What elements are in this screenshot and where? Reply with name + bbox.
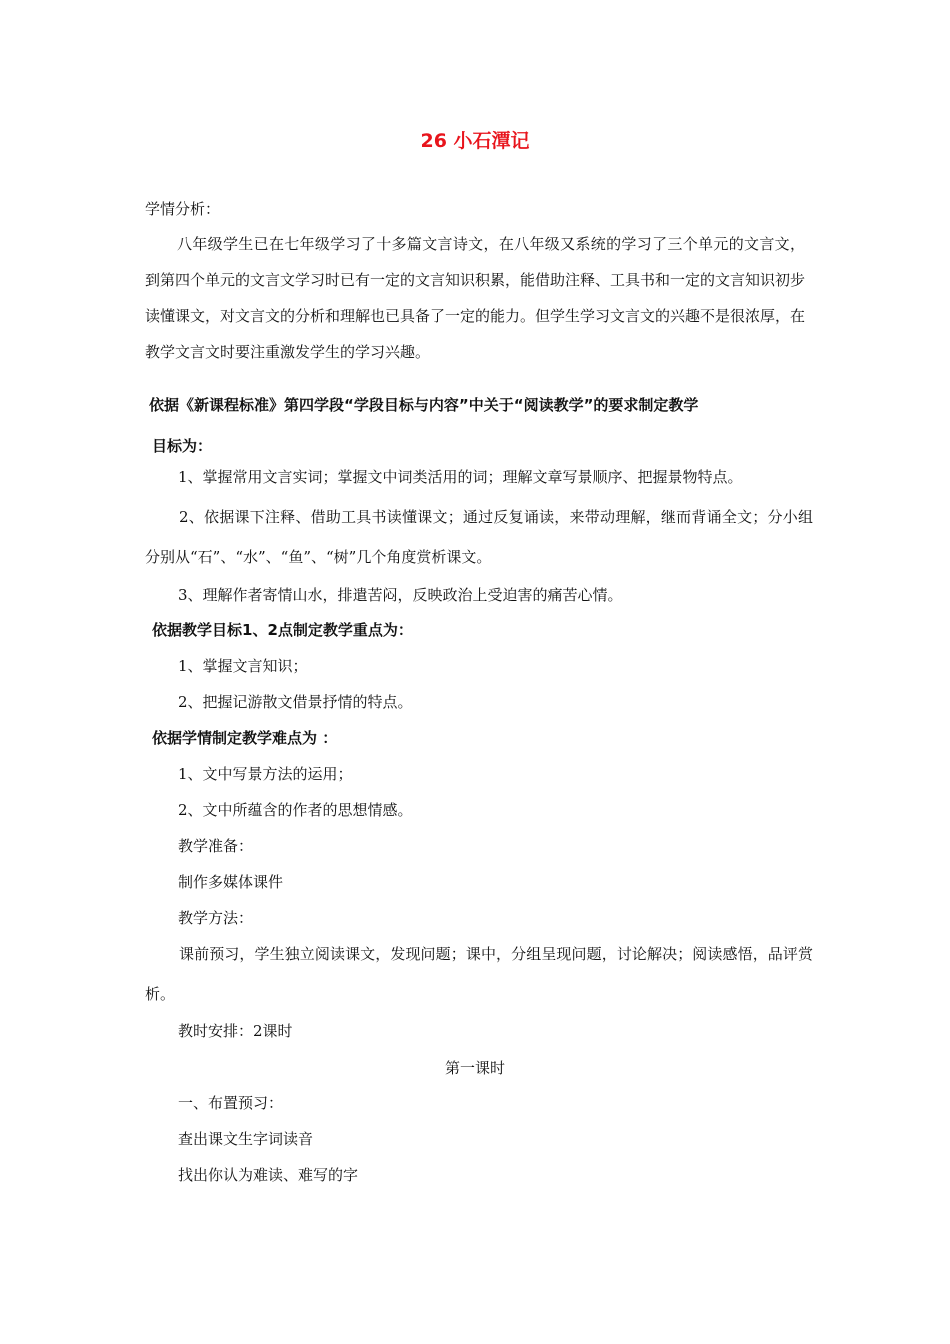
goal-item-1: 1、掌握常用文言实词；掌握文中词类活用的词；理解文章写景顺序、把握景物特点。 bbox=[178, 468, 743, 486]
goal-item-2: 2、依据课下注释、借助工具书读懂课文；通过反复诵读，来带动理解，继而背诵全文；分小组分别从“石”、“水”、“鱼”、“树”几个角度赏析课文。 bbox=[145, 508, 813, 566]
lesson1-task2: 找出你认为难读、难写的字 bbox=[178, 1166, 359, 1184]
goals-heading-cont: 目标为： bbox=[152, 437, 213, 455]
lesson1-heading: 第一课时 bbox=[444, 1059, 505, 1077]
key-point-item-2: 2、把握记游散文借景抒情的特点。 bbox=[178, 693, 413, 711]
goal-item-3: 3、理解作者寄情山水，排遣苦闷，反映政治上受迫害的痛苦心情。 bbox=[178, 586, 623, 604]
page-title: 26 小石潭记 bbox=[420, 130, 530, 152]
method-heading: 教学方法： bbox=[178, 909, 254, 927]
lesson1-step1: 一、布置预习： bbox=[178, 1094, 284, 1112]
preparation-content: 制作多媒体课件 bbox=[178, 873, 284, 891]
preparation-heading: 教学准备： bbox=[178, 837, 254, 855]
xueqing-paragraph: 八年级学生已在七年级学习了十多篇文言诗文，在八年级又系统的学习了三个单元的文言文，到第四个单元的文言文学习时已有一定的文言知识积累，能借助注释、工具书和一定的文言知识初步读懂课文，对文言文的分析和理解也已具备了一定的能力。但学生学习文言文的兴趣不是很浓厚，在教学文言文时要注重激发学生的学习兴趣。 bbox=[145, 235, 806, 361]
key-points-heading: 依据教学目标1、2点制定教学重点为： bbox=[152, 621, 413, 639]
section-heading-xueqing: 学情分析： bbox=[145, 200, 221, 218]
key-point-item-1: 1、掌握文言知识； bbox=[178, 657, 308, 675]
goals-heading: 依据《新课程标准》第四学段“学段目标与内容”中关于“阅读教学”的要求制定教学 bbox=[149, 396, 699, 414]
schedule: 教时安排：2课时 bbox=[178, 1022, 293, 1040]
difficulties-heading: 依据学情制定教学难点为 ： bbox=[152, 729, 338, 747]
lesson1-task1: 查出课文生字词读音 bbox=[178, 1130, 314, 1148]
method-content: 课前预习，学生独立阅读课文，发现问题；课中，分组呈现问题，讨论解决；阅读感悟，品评赏析。 bbox=[145, 945, 813, 1003]
difficulty-item-2: 2、文中所蕴含的作者的思想情感。 bbox=[178, 801, 413, 819]
difficulty-item-1: 1、文中写景方法的运用； bbox=[178, 765, 353, 783]
